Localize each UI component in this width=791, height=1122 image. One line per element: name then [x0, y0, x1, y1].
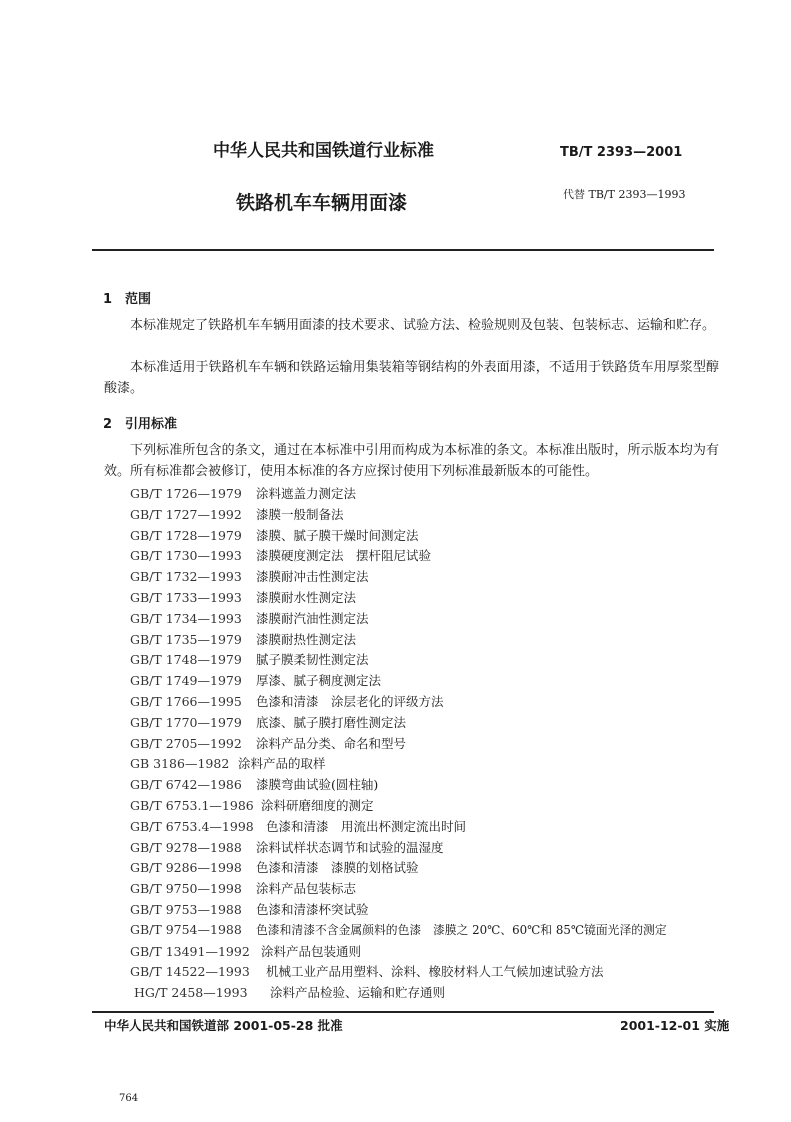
reference-title: 漆膜、腻子膜干燥时间测定法: [256, 527, 419, 543]
reference-item: [130, 588, 730, 609]
reference-title: 色漆和清漆杯突试验: [256, 901, 369, 917]
reference-title: 机械工业产品用塑料、涂料、橡胶材料人工气候加速试验方法: [266, 964, 604, 980]
reference-code: GB 3186—1982: [130, 756, 230, 772]
reference-title: 涂料产品分类、命名和型号: [256, 735, 407, 751]
reference-code: GB/T 1749—1979: [130, 673, 242, 689]
reference-list: [130, 484, 730, 1004]
reference-title: 底漆、腻子膜打磨性测定法: [256, 714, 407, 730]
reference-title: 涂料遮盖力测定法: [256, 486, 357, 501]
reference-item: [130, 921, 730, 942]
reference-item: [130, 879, 730, 900]
reference-item: [130, 505, 730, 526]
reference-item: [130, 526, 730, 547]
reference-item: [130, 692, 730, 713]
reference-title: 涂料研磨细度的测定: [261, 797, 374, 813]
reference-code: GB/T 1733—1993: [130, 589, 242, 605]
reference-item: [130, 900, 730, 921]
reference-title: 漆膜一般制备法: [256, 506, 344, 522]
reference-code: GB/T 6753.4—1998: [130, 818, 254, 834]
reference-code: GB/T 9754—1988: [130, 921, 242, 937]
reference-item: [130, 775, 730, 796]
replaces-note: 代替 TB/T 2393—1993: [563, 188, 686, 201]
reference-item: [130, 962, 730, 983]
section-2-paragraph-1: 下列标准所包含的条文，通过在本标准中引用而构成为本标准的条文。本标准出版时，所示版本均为有效。所有标准都会被修订，使用本标准的各方应探讨使用下列标准最新版本的可能性。: [104, 443, 719, 479]
reference-item: [130, 713, 730, 734]
reference-code: GB/T 1748—1979: [130, 652, 242, 668]
section-1-paragraph-1: 本标准规定了铁路机车车辆用面漆的技术要求、试验方法、检验规则及包装、包装标志、运输和贮存。: [130, 318, 716, 333]
reference-item: [134, 983, 730, 1004]
reference-code: GB/T 1734—1993: [130, 610, 242, 626]
reference-code: GB/T 1735—1979: [130, 631, 242, 647]
reference-code: GB/T 9753—1988: [130, 901, 242, 917]
reference-code: GB/T 6753.1—1986: [130, 797, 254, 813]
reference-item: [130, 671, 730, 692]
reference-title: 色漆和清漆 用流出杯测定流出时间: [266, 818, 467, 834]
reference-item: [130, 754, 730, 775]
reference-title: 漆膜耐水性测定法: [256, 589, 357, 605]
reference-title: 涂料产品包装通则: [261, 943, 362, 959]
reference-item: [130, 942, 730, 963]
reference-code: GB/T 1726—1979: [130, 486, 242, 501]
reference-item: [130, 650, 730, 671]
reference-title: 漆膜耐热性测定法: [256, 631, 357, 647]
page-number: 764: [119, 1093, 139, 1104]
footer-divider: [92, 1011, 714, 1013]
reference-item: [130, 817, 730, 838]
section-2-heading: 2 引用标准: [103, 417, 178, 432]
reference-title: 涂料产品的取样: [238, 756, 326, 772]
reference-code: GB/T 2705—1992: [130, 735, 242, 751]
reference-title: 漆膜耐冲击性测定法: [256, 569, 369, 585]
reference-title: 漆膜耐汽油性测定法: [256, 610, 369, 626]
reference-item: [130, 609, 730, 630]
standard-title: 中华人民共和国铁道行业标准: [213, 141, 434, 161]
reference-title: 厚漆、腻子稠度测定法: [256, 673, 382, 689]
reference-code: GB/T 1766—1995: [130, 693, 242, 709]
reference-title: 漆膜硬度测定法 摆杆阻尼试验: [256, 548, 432, 564]
reference-item: [130, 838, 730, 859]
standard-code: TB/T 2393—2001: [560, 145, 683, 160]
reference-title: 涂料产品包装标志: [256, 881, 357, 897]
reference-code: GB/T 14522—1993: [130, 964, 250, 980]
reference-title: 色漆和清漆 漆膜的划格试验: [256, 860, 419, 876]
reference-item: [130, 796, 730, 817]
reference-item: [130, 858, 730, 879]
reference-code: HG/T 2458—1993: [134, 985, 248, 1001]
reference-code: GB/T 1728—1979: [130, 527, 242, 543]
reference-item: [130, 546, 730, 567]
reference-code: GB/T 1732—1993: [130, 569, 242, 585]
section-1-heading: 1 范围: [103, 292, 152, 307]
reference-item: [130, 734, 730, 755]
reference-title: 色漆和清漆不含金属颜料的色漆 漆膜之 20℃、60℃和 85℃镜面光泽的测定: [256, 922, 667, 937]
reference-code: GB/T 13491—1992: [130, 943, 250, 959]
implementation-date: 2001-12-01 实施: [620, 1018, 730, 1033]
reference-code: GB/T 9286—1998: [130, 860, 242, 876]
document-title: 铁路机车车辆用面漆: [236, 192, 408, 214]
reference-code: GB/T 9278—1988: [130, 839, 242, 855]
reference-code: GB/T 1727—1992: [130, 506, 242, 522]
reference-item: [130, 484, 730, 505]
header-divider: [92, 249, 714, 251]
reference-code: GB/T 1770—1979: [130, 714, 242, 730]
reference-title: 涂料产品检验、运输和贮存通则: [270, 985, 446, 1001]
reference-code: GB/T 6742—1986: [130, 777, 242, 793]
reference-title: 腻子膜柔韧性测定法: [256, 652, 369, 668]
reference-code: GB/T 9750—1998: [130, 881, 242, 897]
approval-note: 中华人民共和国铁道部 2001-05-28 批准: [104, 1018, 343, 1033]
reference-item: [130, 567, 730, 588]
reference-title: 色漆和清漆 涂层老化的评级方法: [256, 693, 444, 709]
reference-code: GB/T 1730—1993: [130, 548, 242, 564]
reference-item: [130, 630, 730, 651]
reference-title: 漆膜弯曲试验(圆柱轴): [256, 777, 379, 793]
reference-title: 涂料试样状态调节和试验的温湿度: [256, 839, 444, 855]
section-1-paragraph-2: 本标准适用于铁路机车车辆和铁路运输用集装箱等钢结构的外表面用漆，不适用于铁路货车用厚浆型醇酸漆。: [104, 360, 719, 396]
